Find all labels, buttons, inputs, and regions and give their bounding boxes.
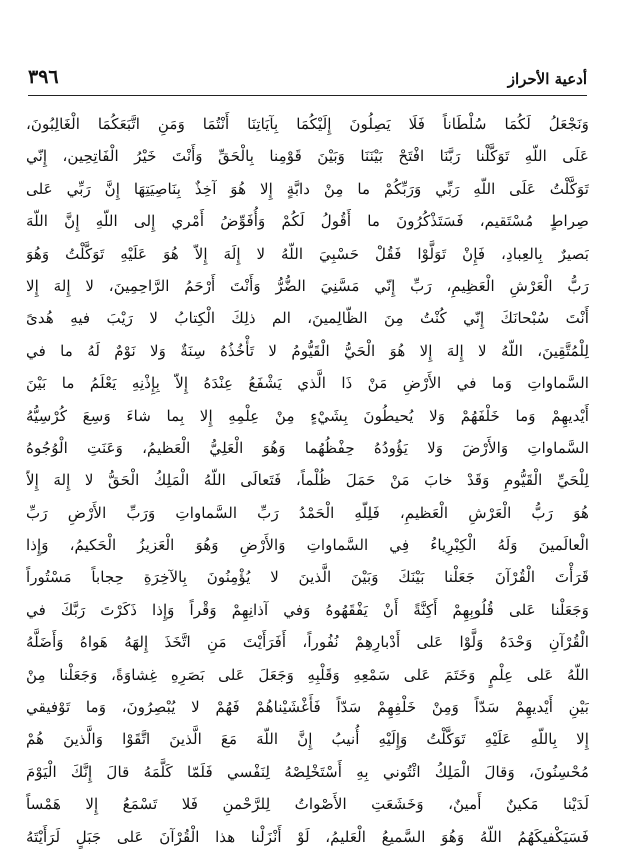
text-line: وَنَجْعَلُ لَكُمَا سُلْطَاناً فَلَا يَصِلُونَ إِلَيْكُمَا بِآيَاتِنَا أَنْتُمَا وَمَنِ اتَّبَعَكُمَا الْغَالِبُونَ، <box>26 115 589 133</box>
text-line: رَبُّ الْعَرْشِ الْعَظِيمِ، رَبِّ إِنّي مَسَّنِيَ الضُّرُّ وَأَنْتَ أَرْحَمُ الرَّاحِمِينَ، لا إِلهَ إِلا <box>26 276 589 295</box>
page-number: ٣٩٦ <box>28 66 59 88</box>
text-line: الْعالَمينَ وَلَهُ الْكِبْرِياءُ فِي السَّماواتِ وَالأَرْضِ وَهُوَ الْعَزيزُ الْحَكيمُ، وَإِذا <box>26 536 589 555</box>
text-line: السَّماواتِ وَالأَرْضَ وَلا يَؤُودُهُ حِفْظُهُما وَهُوَ الْعَلِيُّ الْعَظيمُ، وَعَنَتِ الْوُجُوهُ <box>26 438 589 457</box>
text-line: أَنْتَ سُبْحانَكَ إِنّي كُنْتُ مِنَ الظّالِمينَ، الم ذلِكَ الْكِتابُ لا رَيْبَ فيهِ هُدىً <box>26 309 589 328</box>
header-rule <box>28 95 587 96</box>
text-line: الْقُرْآنِ وَحْدَهُ وَلَّوْا عَلى أَدْبارِهِمْ نُفُوراً، أَفَرَأَيْتَ مَنِ اتَّخَذَ إِلهَهُ هَواهُ وَأَضَلَّهُ <box>26 633 589 652</box>
text-line: لِلْمُتَّقِينَ، اللّهُ لا إِلهَ إِلا هُوَ الْحَيُّ الْقَيُّومُ لا تَأْخُذُهُ سِنَةٌ وَلا نَوْمٌ لَهُ ما في <box>26 341 589 360</box>
text-line: السَّماواتِ وَما في الأَرْضِ مَنْ ذَا الَّذي يَشْفَعُ عِنْدَهُ إِلاّ بِإِذْنِهِ يَعْلَمُ ما بَيْنَ <box>26 374 589 393</box>
text-line: فَسَيَكْفيكَهُمُ اللّهُ وَهُوَ السَّميعُ الْعَليمُ، لَوْ أَنْزَلْنا هذا الْقُرْآنَ عَلى جَبَلٍ لَرَأَيْتَهُ <box>26 827 589 846</box>
text-line: لِلْحَيِّ الْقَيُّومِ وَقَدْ خابَ مَنْ حَمَلَ ظُلْماً، فَتَعالَى اللّهُ الْمَلِكُ الْحَقُّ لا إِلهَ إِلاّ <box>26 471 589 490</box>
text-line: هُوَ رَبُّ الْعَرْشِ الْعَظيمِ، فَلِلّهِ الْحَمْدُ رَبِّ السَّماواتِ وَرَبِّ الأَرْضِ رَبِّ <box>26 503 589 522</box>
prayer-text-block <box>26 108 589 853</box>
text-line: اللّهُ عَلى عِلْمٍ وَخَتَمَ عَلى سَمْعِهِ وَقَلْبِهِ وَجَعَلَ عَلى بَصَرِهِ غِشاوَةً، وَجَعَلْنا مِنْ <box>26 665 589 684</box>
text-line: بَيْنِ أَيْديهِمْ سَدّاً وَمِنْ خَلْفِهِمْ سَدّاً فَأَغْشَيْناهُمْ فَهُمْ لا يُبْصِرُونَ، وَما تَوْفيقي <box>26 698 589 717</box>
book-title: أدعية الأحراز <box>507 70 587 88</box>
text-line: وَجَعَلْنا عَلى قُلُوبِهِمْ أَكِنَّةً أَنْ يَفْقَهُوهُ وَفي آذانِهِمْ وَقْراً وَإِذا ذَكَرْتَ رَبَّكَ في <box>26 600 589 619</box>
text-line: أَيْديهِمْ وَما خَلْفَهُمْ وَلا يُحيطُونَ بِشَيْءٍ مِنْ عِلْمِهِ إِلا بِما شاءَ وَسِعَ كُرْسِيُّهُ <box>26 406 589 425</box>
running-header <box>28 66 587 92</box>
text-line: لَدَيْنا مَكينٌ أَمينٌ، وَخَشَعَتِ الأَصْواتُ لِلرَّحْمنِ فَلا تَسْمَعُ إِلا هَمْساً <box>26 795 589 814</box>
text-line: مُحْسِنُونَ، وَقالَ الْمَلِكُ ائْتُوني بِهِ أَسْتَخْلِصْهُ لِنَفْسي فَلَمّا كَلَّمَهُ قالَ إِنَّكَ الْيَوْمَ <box>26 762 589 781</box>
text-line: تَوَكَّلْتُ عَلَى اللّهِ رَبِّي وَرَبِّكُمْ ما مِنْ دابَّةٍ إِلا هُوَ آخِذٌ بِنَاصِيَتِهَا إِنَّ رَبِّي عَلى <box>26 179 589 198</box>
text-line: إِلا بِاللّهِ عَلَيْهِ تَوَكَّلْتُ وَإِلَيْهِ أُنيبُ إِنَّ اللّهَ مَعَ الَّذينَ اتَّقَوْا وَالَّذينَ هُمْ <box>26 730 589 749</box>
text-line: عَلَى اللّهِ تَوَكَّلْنا رَبَّنَا افْتَحْ بَيْنَنَا وَبَيْنَ قَوْمِنا بِالْحَقِّ وَأَنْتَ خَيْرُ الْفَاتِحِين، إِنّي <box>26 147 589 166</box>
text-line: قَرَأْتَ الْقُرْآنَ جَعَلْنا بَيْنَكَ وَبَيْنَ الَّذينَ لا يُؤْمِنُونَ بِالآخِرَةِ حِجاباً مَسْتُوراً <box>26 568 589 587</box>
text-line: بَصيرٌ بِالعِبادِ، فَإِنْ تَوَلَّوْا فَقُلْ حَسْبِيَ اللّهُ لا إِلَهَ إِلاّ هُوَ عَلَيْهِ تَوَكَّلْتُ وَهُوَ <box>26 244 589 263</box>
text-line: صِراطٍ مُسْتَقيم، فَسَتَذْكُرُونَ ما أَقُولُ لَكُمْ وَأُفَوِّضُ أَمْري إِلى اللّهِ إِنَّ اللّهَ <box>26 212 589 231</box>
